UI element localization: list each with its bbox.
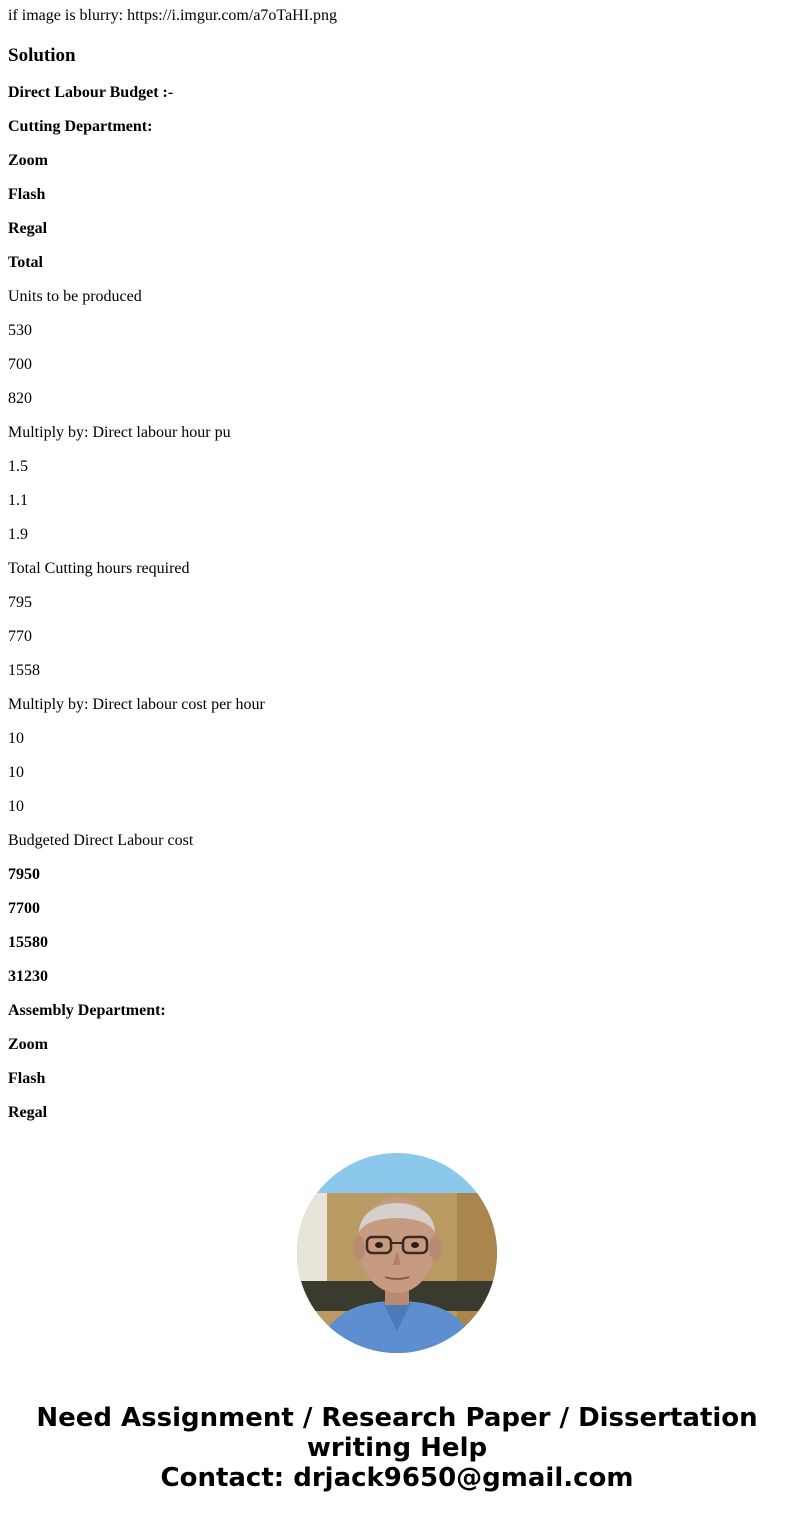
solution-line: Flash (8, 186, 46, 203)
solution-line: 700 (8, 356, 32, 373)
solution-line: 10 (8, 764, 24, 781)
solution-line: 31230 (8, 968, 48, 985)
solution-line: Total Cutting hours required (8, 560, 190, 577)
solution-line: 10 (8, 730, 24, 747)
solution-line: 530 (8, 322, 32, 339)
solution-line: 770 (8, 628, 32, 645)
author-portrait-image (297, 1153, 497, 1353)
solution-line: Assembly Department: (8, 1002, 166, 1019)
solution-line: Cutting Department: (8, 118, 153, 135)
author-avatar (297, 1153, 497, 1353)
solution-line: Regal (8, 220, 48, 237)
promo-line-2: writing Help (306, 1433, 488, 1463)
solution-line: Direct Labour Budget :- (8, 84, 174, 101)
solution-line: 1.5 (8, 458, 28, 475)
solution-line: Flash (8, 1070, 46, 1087)
solution-line: Regal (8, 1104, 48, 1121)
solution-line: Multiply by: Direct labour hour pu (8, 424, 231, 441)
solution-line: 1558 (8, 662, 40, 679)
solution-line: 820 (8, 390, 32, 407)
solution-heading: Solution (8, 45, 76, 66)
solution-line: 795 (8, 594, 32, 611)
solution-line: Zoom (8, 1036, 48, 1053)
solution-line: Budgeted Direct Labour cost (8, 832, 194, 849)
promo-line-1: Need Assignment / Research Paper / Dissertation (36, 1403, 758, 1433)
solution-lines (8, 84, 265, 1138)
solution-line: Units to be produced (8, 288, 142, 305)
solution-line: Total (8, 254, 43, 271)
solution-line: 7950 (8, 866, 40, 883)
solution-line: 1.9 (8, 526, 28, 543)
solution-line: 15580 (8, 934, 48, 951)
promo-contact: Contact: drjack9650@gmail.com (160, 1463, 634, 1493)
blurry-image-note: if image is blurry: https://i.imgur.com/a7oTaHI.png (8, 7, 338, 24)
solution-line: 7700 (8, 900, 40, 917)
solution-line: 10 (8, 798, 24, 815)
promo-banner (0, 1403, 794, 1493)
solution-line: 1.1 (8, 492, 28, 509)
solution-line: Zoom (8, 152, 48, 169)
solution-line: Multiply by: Direct labour cost per hour (8, 696, 265, 713)
